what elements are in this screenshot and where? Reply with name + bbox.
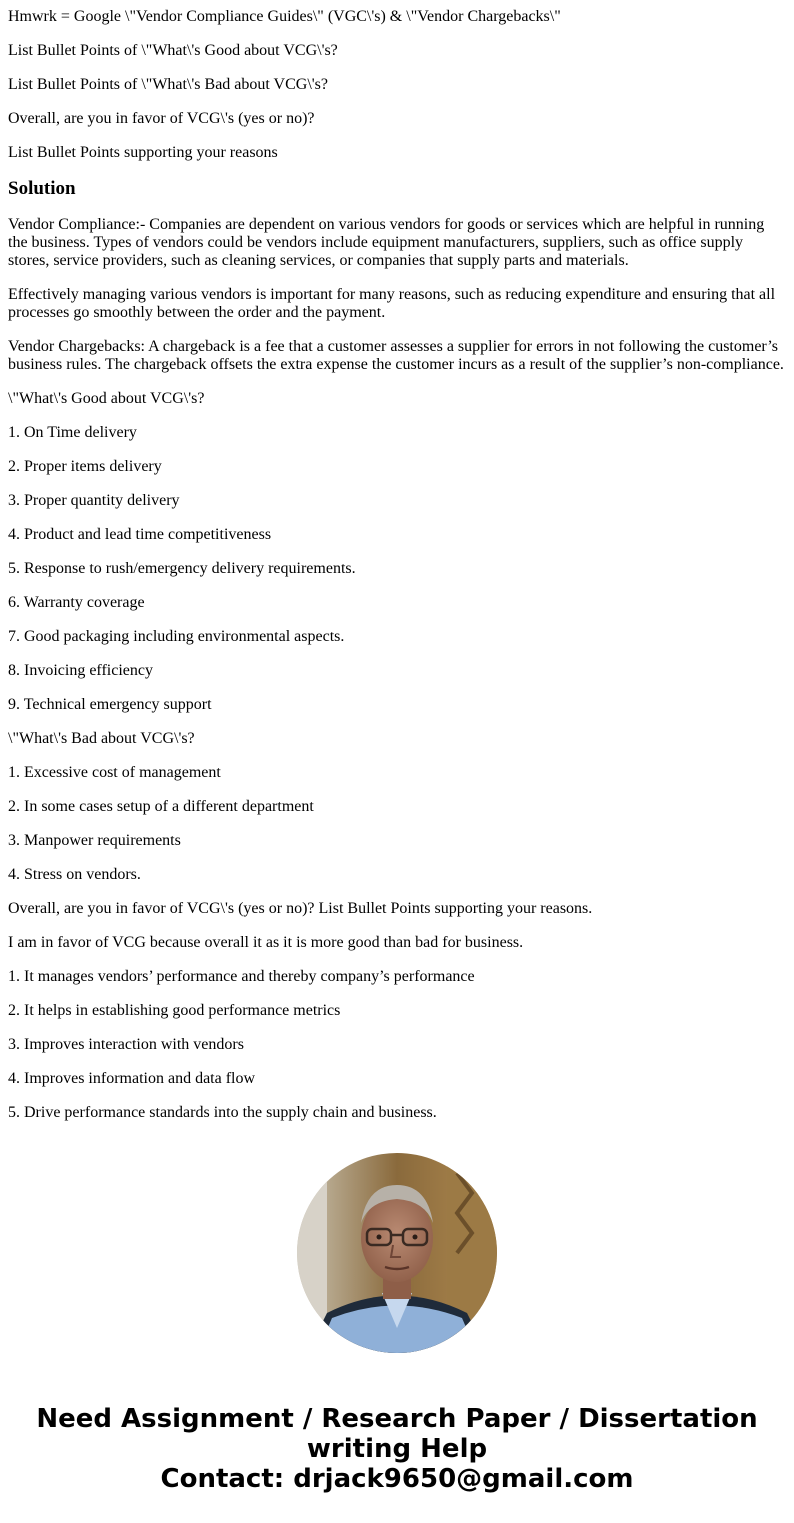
promo-contact: Contact: drjack9650@gmail.com xyxy=(160,1464,634,1494)
good-item: 2. Proper items delivery xyxy=(8,458,162,475)
question-line-3: List Bullet Points of \"What\'s Bad about VCG\'s? xyxy=(8,76,328,93)
favor-item: 3. Improves interaction with vendors xyxy=(8,1036,244,1053)
good-item: 9. Technical emergency support xyxy=(8,696,212,713)
document-content xyxy=(8,0,786,1122)
good-item: 4. Product and lead time competitiveness xyxy=(8,526,272,543)
solution-paragraph: Vendor Chargebacks: A chargeback is a fee that a customer assesses a supplier for errors in not following the customer’s business rules. The chargeback offsets the extra expense the customer incurs as a result of the supplier’s non-compliance. xyxy=(8,338,784,373)
author-photo xyxy=(297,1153,497,1353)
bad-heading: \"What\'s Bad about VCG\'s? xyxy=(8,730,195,747)
promo-banner xyxy=(0,1404,794,1494)
good-item: 7. Good packaging including environmental aspects. xyxy=(8,628,345,645)
good-item: 6. Warranty coverage xyxy=(8,594,145,611)
favor-item: 1. It manages vendors’ performance and thereby company’s performance xyxy=(8,968,475,985)
question-line-4: Overall, are you in favor of VCG\'s (yes or no)? xyxy=(8,110,315,127)
good-item: 3. Proper quantity delivery xyxy=(8,492,180,509)
bad-item: 4. Stress on vendors. xyxy=(8,866,141,883)
favor-question: Overall, are you in favor of VCG\'s (yes or no)? List Bullet Points supporting your reasons. xyxy=(8,900,593,917)
question-line-2: List Bullet Points of \"What\'s Good about VCG\'s? xyxy=(8,42,338,59)
good-item: 5. Response to rush/emergency delivery requirements. xyxy=(8,560,356,577)
bad-item: 2. In some cases setup of a different department xyxy=(8,798,314,815)
favor-item: 2. It helps in establishing good performance metrics xyxy=(8,1002,341,1019)
good-item: 8. Invoicing efficiency xyxy=(8,662,153,679)
solution-heading: Solution xyxy=(8,178,76,199)
good-item: 1. On Time delivery xyxy=(8,424,137,441)
question-line-1: Hmwrk = Google \"Vendor Compliance Guides\" (VGC\'s) & \"Vendor Chargebacks\" xyxy=(8,8,561,25)
favor-item: 5. Drive performance standards into the supply chain and business. xyxy=(8,1104,437,1121)
favor-item: 4. Improves information and data flow xyxy=(8,1070,256,1087)
solution-paragraph: Effectively managing various vendors is important for many reasons, such as reducing expenditure and ensuring that all processes go smoothly between the order and the payment. xyxy=(8,286,776,321)
good-heading: \"What\'s Good about VCG\'s? xyxy=(8,390,205,407)
question-line-5: List Bullet Points supporting your reasons xyxy=(8,144,278,161)
bad-item: 3. Manpower requirements xyxy=(8,832,181,849)
promo-line-1: Need Assignment / Research Paper / Dissertation xyxy=(36,1404,758,1434)
favor-answer: I am in favor of VCG because overall it as it is more good than bad for business. xyxy=(8,934,524,951)
promo-line-2: writing Help xyxy=(306,1434,488,1464)
bad-item: 1. Excessive cost of management xyxy=(8,764,221,781)
solution-paragraph: Vendor Compliance:- Companies are dependent on various vendors for goods or services which are helpful in running the business. Types of vendors could be vendors include equipment manufacturers, suppliers, such as office supply stores, service providers, such as cleaning services, or companies that supply parts and materials. xyxy=(8,216,765,269)
